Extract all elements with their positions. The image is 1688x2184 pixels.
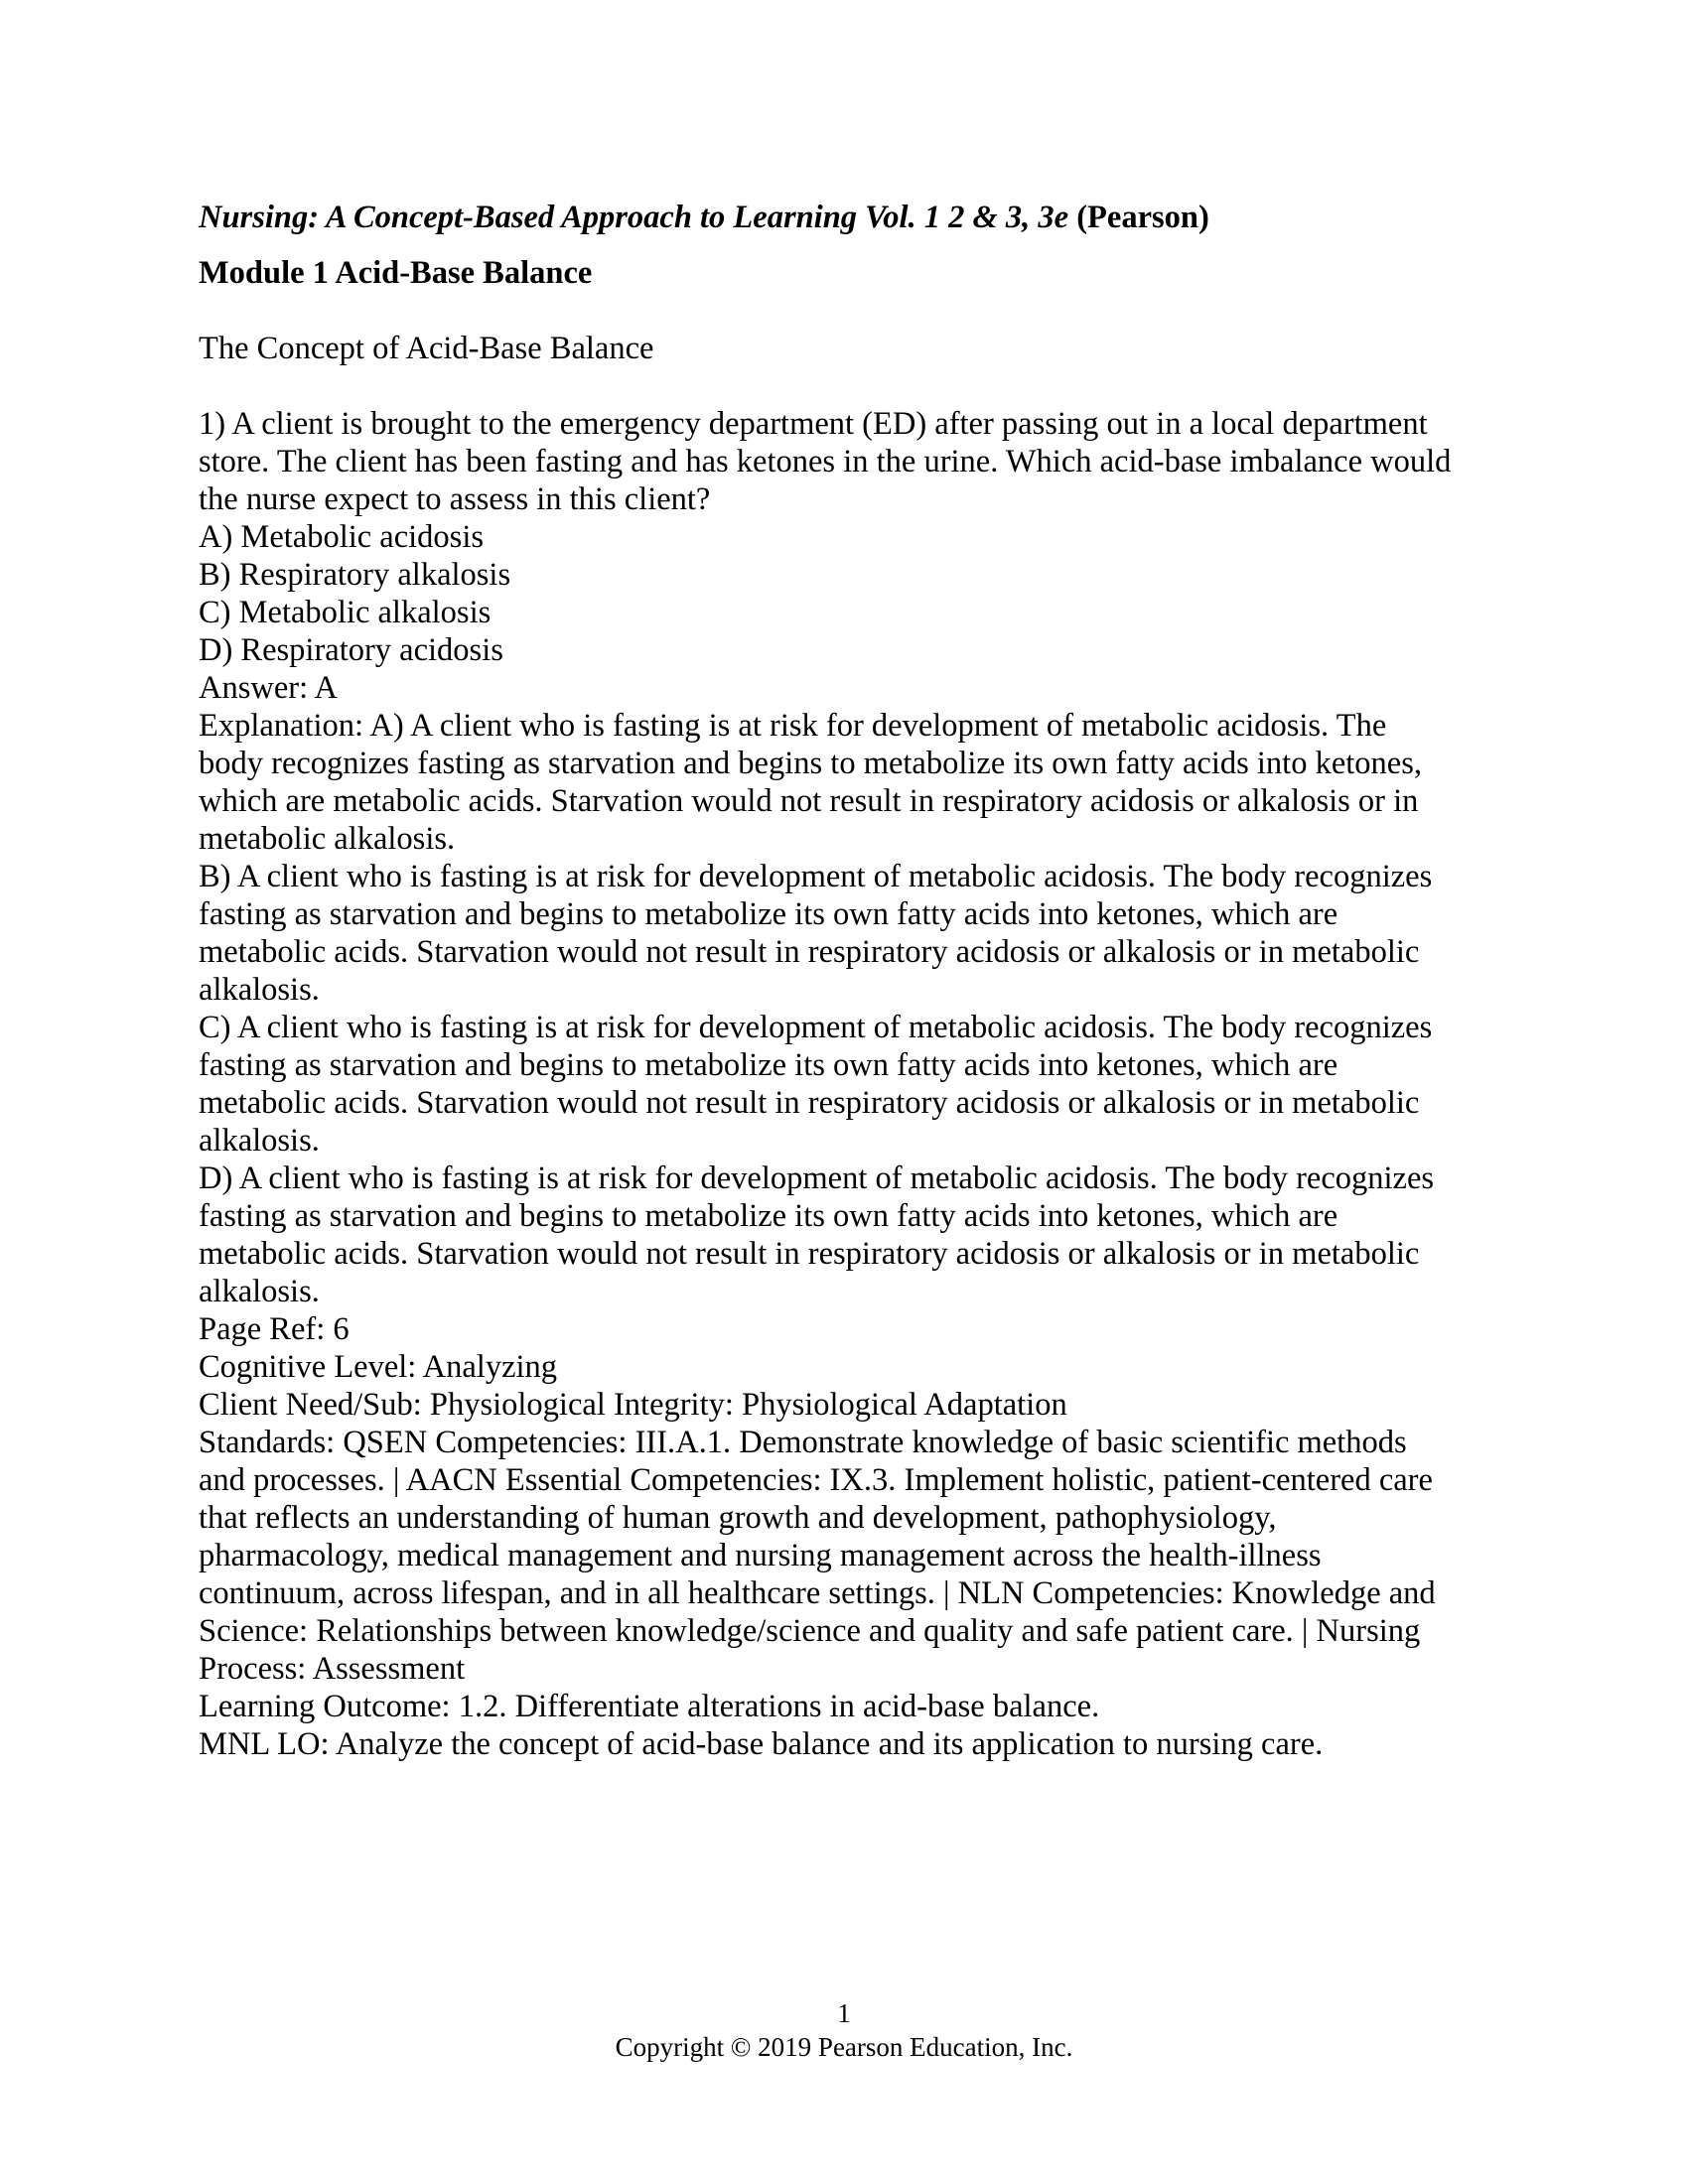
book-title-publisher: (Pearson): [1068, 200, 1209, 235]
concept-heading: The Concept of Acid-Base Balance: [199, 331, 654, 366]
question-stem-line: store. The client has been fasting and has ketones in the urine. Which acid-base imbalance would: [199, 444, 1452, 479]
explanation-line: body recognizes fasting as starvation and begins to metabolize its own fatty acids into ketones,: [199, 746, 1422, 781]
explanation-line: metabolic acids. Starvation would not result in respiratory acidosis or alkalosis or in metabolic: [199, 934, 1420, 970]
copyright-notice: Copyright © 2019 Pearson Education, Inc.: [615, 2032, 1073, 2062]
explanation-line: alkalosis.: [199, 1274, 320, 1309]
standards-line: and processes. | AACN Essential Competencies: IX.3. Implement holistic, patient-centered care: [199, 1462, 1433, 1498]
page-number: 1: [837, 1998, 851, 2028]
explanation-line: D) A client who is fasting is at risk for development of metabolic acidosis. The body recognizes: [199, 1160, 1435, 1196]
question-block: [199, 405, 1451, 1763]
explanation-line: metabolic acids. Starvation would not result in respiratory acidosis or alkalosis or in metabolic: [199, 1236, 1420, 1272]
option-b: B) Respiratory alkalosis: [199, 557, 511, 593]
explanation-line: C) A client who is fasting is at risk for development of metabolic acidosis. The body recognizes: [199, 1010, 1433, 1045]
module-title: Module 1 Acid-Base Balance: [199, 255, 593, 291]
cognitive-level: Cognitive Level: Analyzing: [199, 1349, 558, 1385]
page-ref: Page Ref: 6: [199, 1311, 350, 1347]
standards-line: Science: Relationships between knowledge/science and quality and safe patient care. | Nursing: [199, 1613, 1421, 1649]
explanation-line: which are metabolic acids. Starvation would not result in respiratory acidosis or alkalosis or in: [199, 783, 1419, 819]
standards-line: Standards: QSEN Competencies: III.A.1. Demonstrate knowledge of basic scientific methods: [199, 1425, 1407, 1460]
mnl-lo: MNL LO: Analyze the concept of acid-base balance and its application to nursing care.: [199, 1726, 1324, 1762]
explanation-line: fasting as starvation and begins to metabolize its own fatty acids into ketones, which are: [199, 1047, 1338, 1083]
explanation-line: fasting as starvation and begins to metabolize its own fatty acids into ketones, which are: [199, 896, 1338, 932]
book-title: [199, 199, 1209, 236]
book-title-italic: Nursing: A Concept-Based Approach to Learning Vol. 1 2 & 3, 3e: [199, 200, 1069, 235]
question-stem-line: the nurse expect to assess in this client?: [199, 481, 711, 517]
option-a: A) Metabolic acidosis: [199, 519, 485, 555]
standards-line: continuum, across lifespan, and in all healthcare settings. | NLN Competencies: Knowledge and: [199, 1575, 1436, 1611]
explanation-line: alkalosis.: [199, 972, 320, 1008]
option-d: D) Respiratory acidosis: [199, 632, 503, 668]
answer: Answer: A: [199, 670, 338, 706]
explanation-line: alkalosis.: [199, 1123, 320, 1159]
standards-line: that reflects an understanding of human growth and development, pathophysiology,: [199, 1500, 1277, 1536]
question-stem-line: 1) A client is brought to the emergency department (ED) after passing out in a local department: [199, 406, 1428, 442]
explanation-line: B) A client who is fasting is at risk for development of metabolic acidosis. The body recognizes: [199, 859, 1433, 894]
client-need: Client Need/Sub: Physiological Integrity: Physiological Adaptation: [199, 1387, 1067, 1423]
explanation-line: metabolic acids. Starvation would not result in respiratory acidosis or alkalosis or in metabolic: [199, 1085, 1420, 1121]
explanation-line: fasting as starvation and begins to metabolize its own fatty acids into ketones, which are: [199, 1198, 1338, 1234]
explanation-line: metabolic alkalosis.: [199, 821, 456, 857]
explanation-line: Explanation: A) A client who is fasting is at risk for development of metabolic acidosis. The: [199, 708, 1387, 744]
standards-line: Process: Assessment: [199, 1651, 466, 1687]
learning-outcome: Learning Outcome: 1.2. Differentiate alterations in acid-base balance.: [199, 1689, 1100, 1724]
option-c: C) Metabolic alkalosis: [199, 595, 492, 630]
standards-line: pharmacology, medical management and nursing management across the health-illness: [199, 1538, 1322, 1573]
